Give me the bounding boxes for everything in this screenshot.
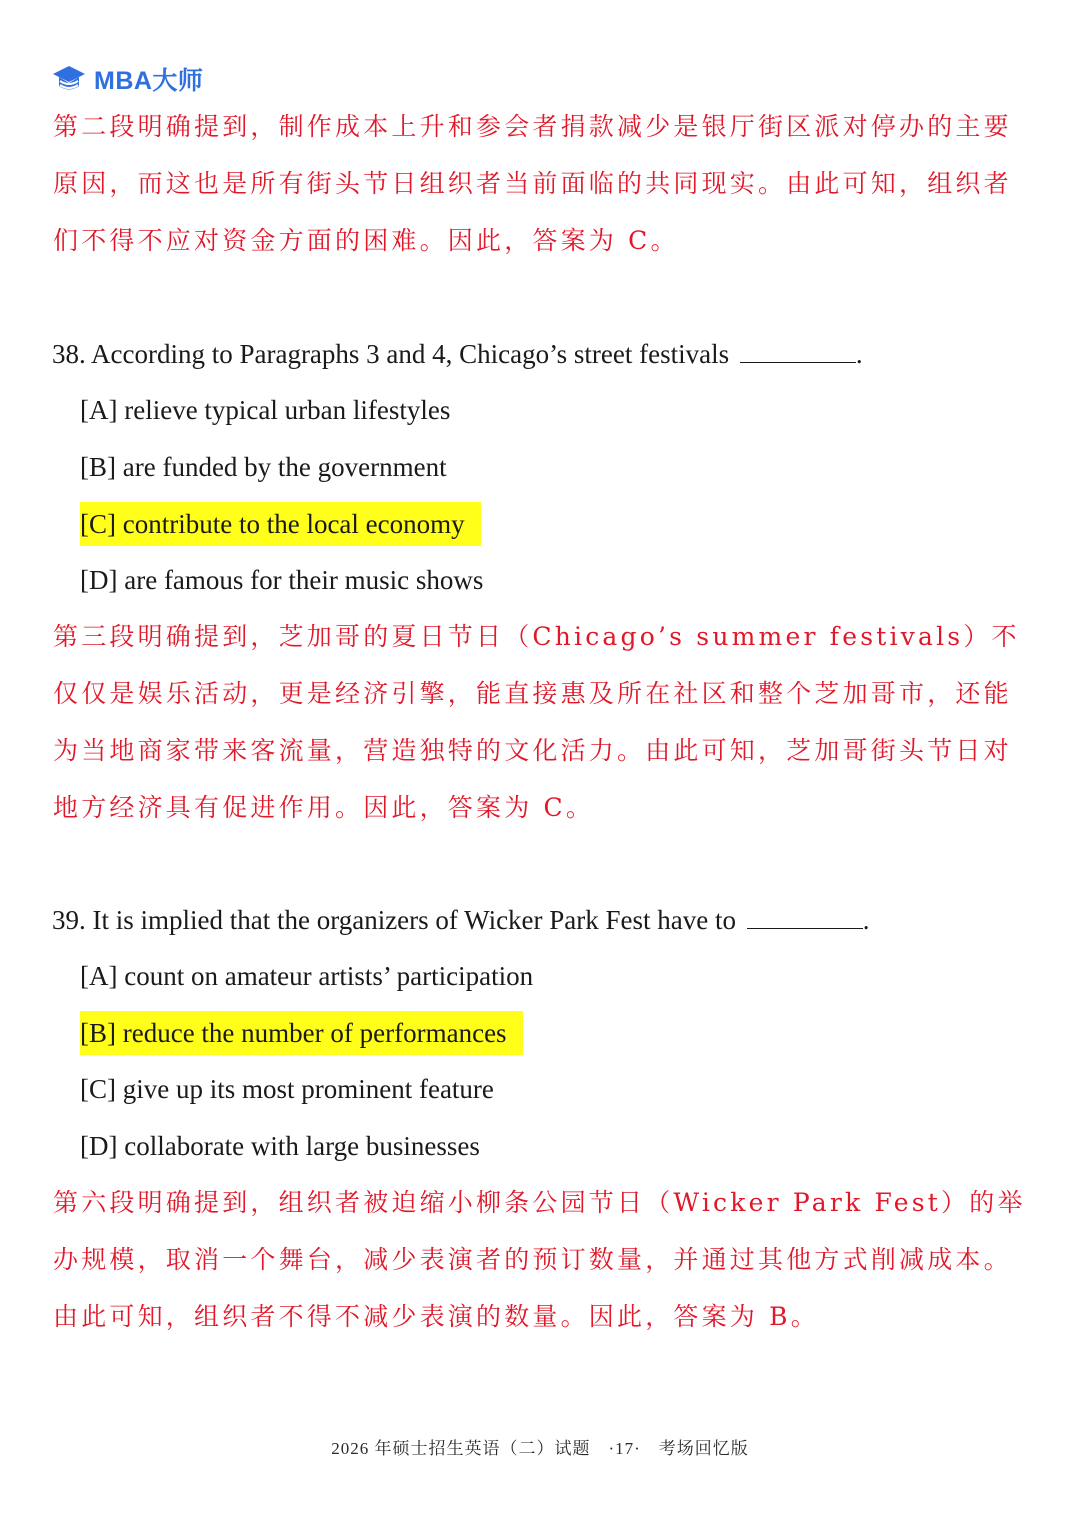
q38-option-d: [D] are famous for their music shows [80, 565, 484, 595]
mortarboard-logo-icon [52, 64, 86, 94]
answer-blank [740, 342, 856, 363]
q38-option-c-correct: [C] contribute to the local economy [80, 502, 481, 546]
answer-blank [747, 908, 863, 929]
q38-option-b: [B] are funded by the government [80, 452, 447, 482]
q39-option-b-correct: [B] reduce the number of performances [80, 1011, 523, 1055]
q39-option-c: [C] give up its most prominent feature [80, 1074, 494, 1104]
q39-stem: 39. It is implied that the organizers of Wicker Park Fest have to . [52, 905, 870, 935]
q39-stem-text: 39. It is implied that the organizers of Wicker Park Fest have to [52, 905, 737, 935]
q38-stem-text: 38. According to Paragraphs 3 and 4, Chicago’s street festivals [52, 339, 730, 369]
q38-option-a: [A] relieve typical urban lifestyles [80, 395, 451, 425]
logo-text: MBA大师 [94, 67, 204, 95]
q37-explanation: 第二段明确提到，制作成本上升和参会者捐款减少是银厅街区派对停办的主要原因，而这也是所有街头节日组织者当前面临的共同现实。由此可知，组织者们不得不应对资金方面的困难。因此，答案为 C。 [53, 112, 1012, 255]
page-footer: 2026 年硕士招生英语（二）试题 ·17· 考场回忆版 [331, 1439, 749, 1458]
brand-logo [52, 62, 203, 96]
q38-stem: 38. According to Paragraphs 3 and 4, Chicago’s street festivals . [52, 339, 863, 369]
q39-option-d: [D] collaborate with large businesses [80, 1131, 480, 1161]
q38-explanation: 第三段明确提到，芝加哥的夏日节日（Chicago’s summer festivals）不仅仅是娱乐活动，更是经济引擎，能直接惠及所在社区和整个芝加哥市，还能为当地商家带来客流量，营造独特的文化活力。由此可知，芝加哥街头节日对地方经济具有促进作用。因此，答案为 C。 [53, 622, 1020, 822]
q39-explanation: 第六段明确提到，组织者被迫缩小柳条公园节日（Wicker Park Fest）的举办规模，取消一个舞台，减少表演者的预订数量，并通过其他方式削减成本。由此可知，组织者不得不减少表演的数量。因此，答案为 B。 [53, 1188, 1026, 1331]
q39-option-a: [A] count on amateur artists’ participation [80, 961, 534, 991]
